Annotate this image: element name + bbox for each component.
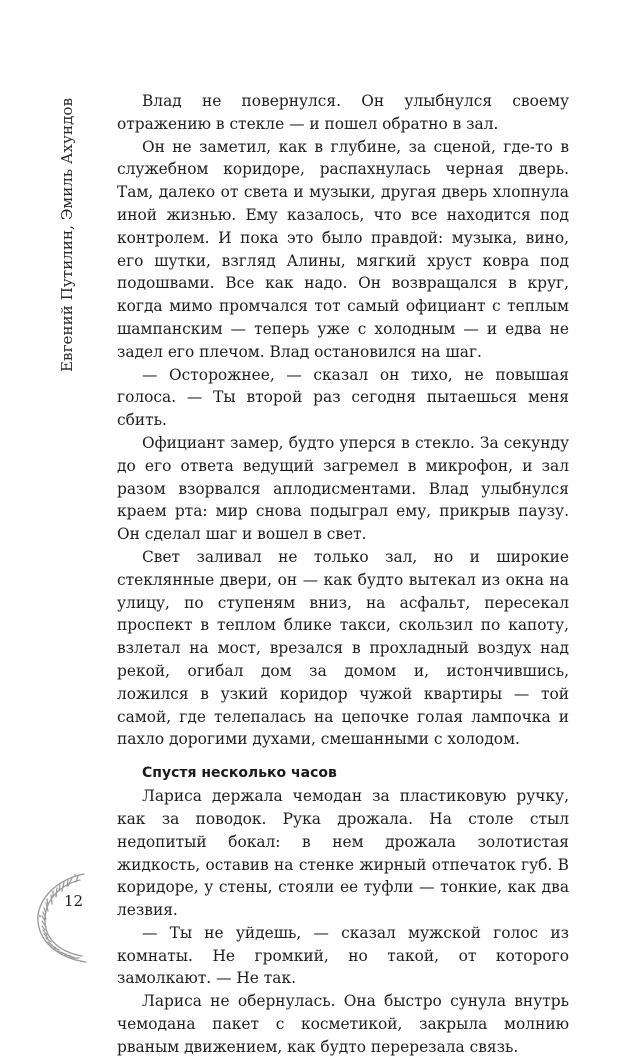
paragraph: — Осторожнее, — сказал он тихо, не повышая голоса. — Ты второй раз сегодня пытаешься меня сбить. — [117, 365, 569, 430]
paragraph: Официант замер, будто уперся в стекло. За секунду до его ответа ведущий загремел в микрофон, и зал разом взорвался аплодисментами. Влад улыбнулся краем рта: мир снова подыграл ему, прикрыв паузу. Он сделал шаг и вошел в свет. — [117, 433, 569, 544]
body-text — [117, 90, 569, 1059]
running-head-authors: Евгений Путилин, Эмиль Ахундов — [58, 97, 76, 372]
paragraph: Он не заметил, как в глубине, за сценой, где-то в служебном коридоре, распахнулась черная дверь. Там, далеко от света и музыки, другая дверь хлопнула иной жизнью. Ему казалось, что все находится под контролем. И пока это было правдой: музыка, вино, его шутки, взгляд Алины, мягкий хруст ковра под подошвами. Все как надо. Он возвращался в круг, когда мимо промчался тот самый официант с теплым шампанским — теперь уже с холодным — и едва не задел его плечом. Влад остановился на шаг. — [117, 137, 569, 361]
paragraph: Лариса не обернулась. Она быстро сунула внутрь чемодана пакет с косметикой, закрыла молнию рваным движением, как будто перерезала связь. — [117, 992, 569, 1056]
paragraph: Лариса держала чемодан за пластиковую ручку, как за поводок. Рука дрожала. На столе стыл недопитый бокал: в нем дрожала золотистая жидкость, оставив на стенке жирный отпечаток губ. В коридоре, у стены, стояли ее туфли — тонкие, как два лезвия. — [117, 787, 569, 920]
paragraph: Влад не повернулся. Он улыбнулся своему отражению в стекле — и пошел обратно в зал. — [117, 92, 569, 133]
page-number: 12 — [64, 892, 84, 910]
paragraph: Свет заливал не только зал, но и широкие стеклянные двери, он — как будто вытекал из окна на улицу, по ступеням вниз, на асфальт, пересекал проспект в теплом блике такси, скользил по капоту, взлетал на мост, врезался в прохладный воздух над рекой, огибал дом за домом и, истончившись, ложился в узкий коридор чужой квартиры — той самой, где телепалась на цепочке голая лампочка и пахло дорогими духами, смешанными с холодом. — [117, 547, 569, 749]
paragraph: — Ты не уйдешь, — сказал мужской голос из комнаты. Не громкий, но такой, от которого замолкают. — Не так. — [117, 923, 569, 988]
page-ornament-icon — [26, 866, 102, 966]
section-heading: Спустя несколько часов — [142, 765, 337, 782]
